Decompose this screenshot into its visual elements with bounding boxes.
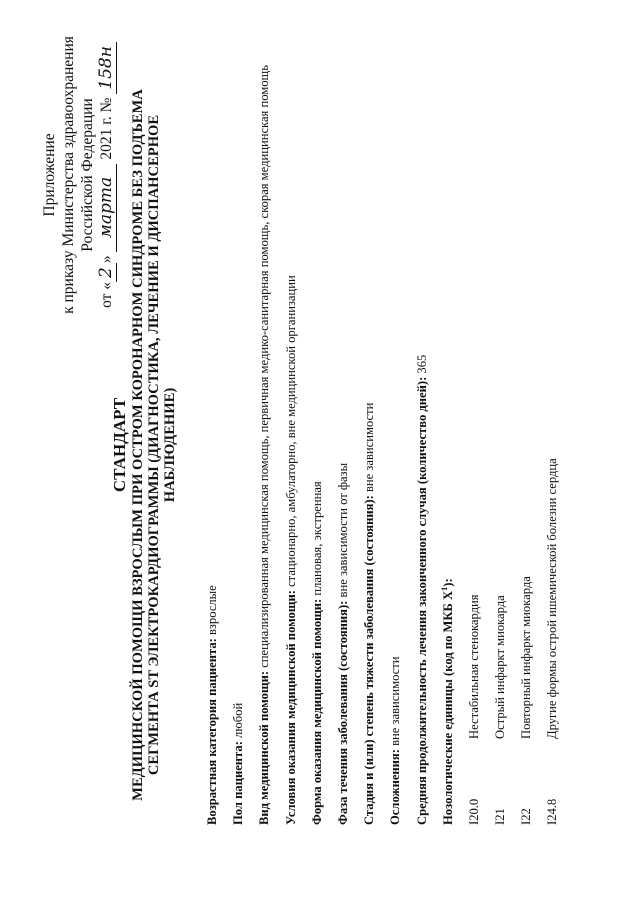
field-age-label: Возрастная категория пациента:	[205, 638, 219, 825]
title-line4: НАБЛЮДЕНИЕ)	[162, 387, 178, 503]
field-complications-label: Осложнения:	[388, 749, 403, 825]
nosology-code: I22	[519, 808, 534, 825]
field-stage-value: вне зависимости	[362, 402, 377, 493]
field-sex	[231, 35, 246, 825]
nosology-list	[467, 35, 561, 825]
field-conditions	[284, 35, 299, 825]
title-line2: МЕДИЦИНСКОЙ ПОМОЩИ ВЗРОСЛЫМ ПРИ ОСТРОМ КОРОНАРНОМ СИНДРОМЕ БЕЗ ПОДЪЕМА	[130, 89, 146, 801]
nosology-row	[545, 35, 560, 825]
field-care-type-label: Вид медицинской помощи:	[257, 670, 272, 825]
nosology-name: Другие формы острой ишемической болезни сердца	[545, 458, 560, 739]
field-phase	[336, 35, 351, 825]
handwritten-number: 158н	[97, 42, 117, 94]
nosology-code: I21	[493, 808, 508, 825]
nosology-code: I20.0	[466, 798, 481, 825]
field-complications-value: вне зависимости	[388, 656, 403, 746]
nosology-row	[467, 35, 482, 825]
field-duration-value: 365	[414, 354, 429, 374]
title-standard: СТАНДАРТ	[110, 397, 129, 493]
handwritten-month: марта	[97, 164, 117, 252]
field-age-value: взрослые	[205, 585, 219, 636]
date-year: 2021 г. №	[98, 97, 115, 160]
field-nosology-label	[438, 578, 455, 825]
handwritten-day: 2	[97, 263, 117, 282]
nosology-name: Повторный инфаркт миокарда	[519, 576, 534, 739]
nosology-name: Нестабильная стенокардия	[466, 594, 481, 739]
field-form-value: плановая, экстренная	[309, 481, 324, 596]
field-nosology	[438, 35, 456, 825]
appendix-line2: к приказу Министерства здравоохранения	[60, 36, 77, 314]
field-conditions-label: Условия оказания медицинской помощи:	[283, 590, 298, 825]
title-line3: СЕГМЕНТА ST ЭЛЕКТРОКАРДИОГРАММЫ (ДИАГНОСТИКА, ЛЕЧЕНИЕ И ДИСПАНСЕРНОЕ	[146, 114, 162, 776]
field-sex-value: любой	[231, 702, 246, 738]
field-care-type	[257, 35, 272, 825]
document-body	[205, 35, 572, 825]
field-conditions-value: стационарно, амбулаторно, вне медицинской организации	[283, 275, 298, 587]
appendix-line1: Приложение	[41, 133, 58, 217]
nosology-name: Острый инфаркт миокарда	[493, 595, 508, 739]
field-phase-label: Фаза течения заболевания (состояния):	[335, 600, 350, 825]
field-duration	[415, 35, 430, 825]
date-mid: »	[98, 255, 115, 264]
field-care-type-value: специализированная медицинская помощь, первичная медико-санитарная помощь, скорая медицинская помощь	[257, 65, 272, 668]
field-phase-value: вне зависимости от фазы	[335, 462, 350, 598]
nosology-label-end: ):	[440, 578, 455, 587]
date-prefix: от «	[98, 281, 115, 308]
field-duration-label: Средняя продолжительность лечения законченного случая (количество дней):	[414, 376, 429, 825]
document-title	[112, 65, 178, 825]
nosology-label-text: Нозологические единицы (код по МКБ X	[440, 590, 455, 825]
nosology-row	[493, 35, 508, 825]
field-stage	[362, 35, 377, 825]
field-complications	[388, 35, 403, 825]
field-stage-label: Стадия и (или) степень тяжести заболевания (состояния):	[362, 495, 377, 825]
field-form-label: Форма оказания медицинской помощи:	[309, 598, 324, 825]
field-sex-label: Пол пациента:	[231, 741, 246, 825]
appendix-stamp	[40, 30, 117, 320]
nosology-code: I24.8	[545, 798, 560, 825]
nosology-row	[519, 35, 534, 825]
field-age	[205, 35, 220, 825]
field-form	[310, 35, 325, 825]
appendix-line3: Российской Федерации	[79, 98, 96, 252]
footnote-marker: 1	[438, 586, 449, 591]
